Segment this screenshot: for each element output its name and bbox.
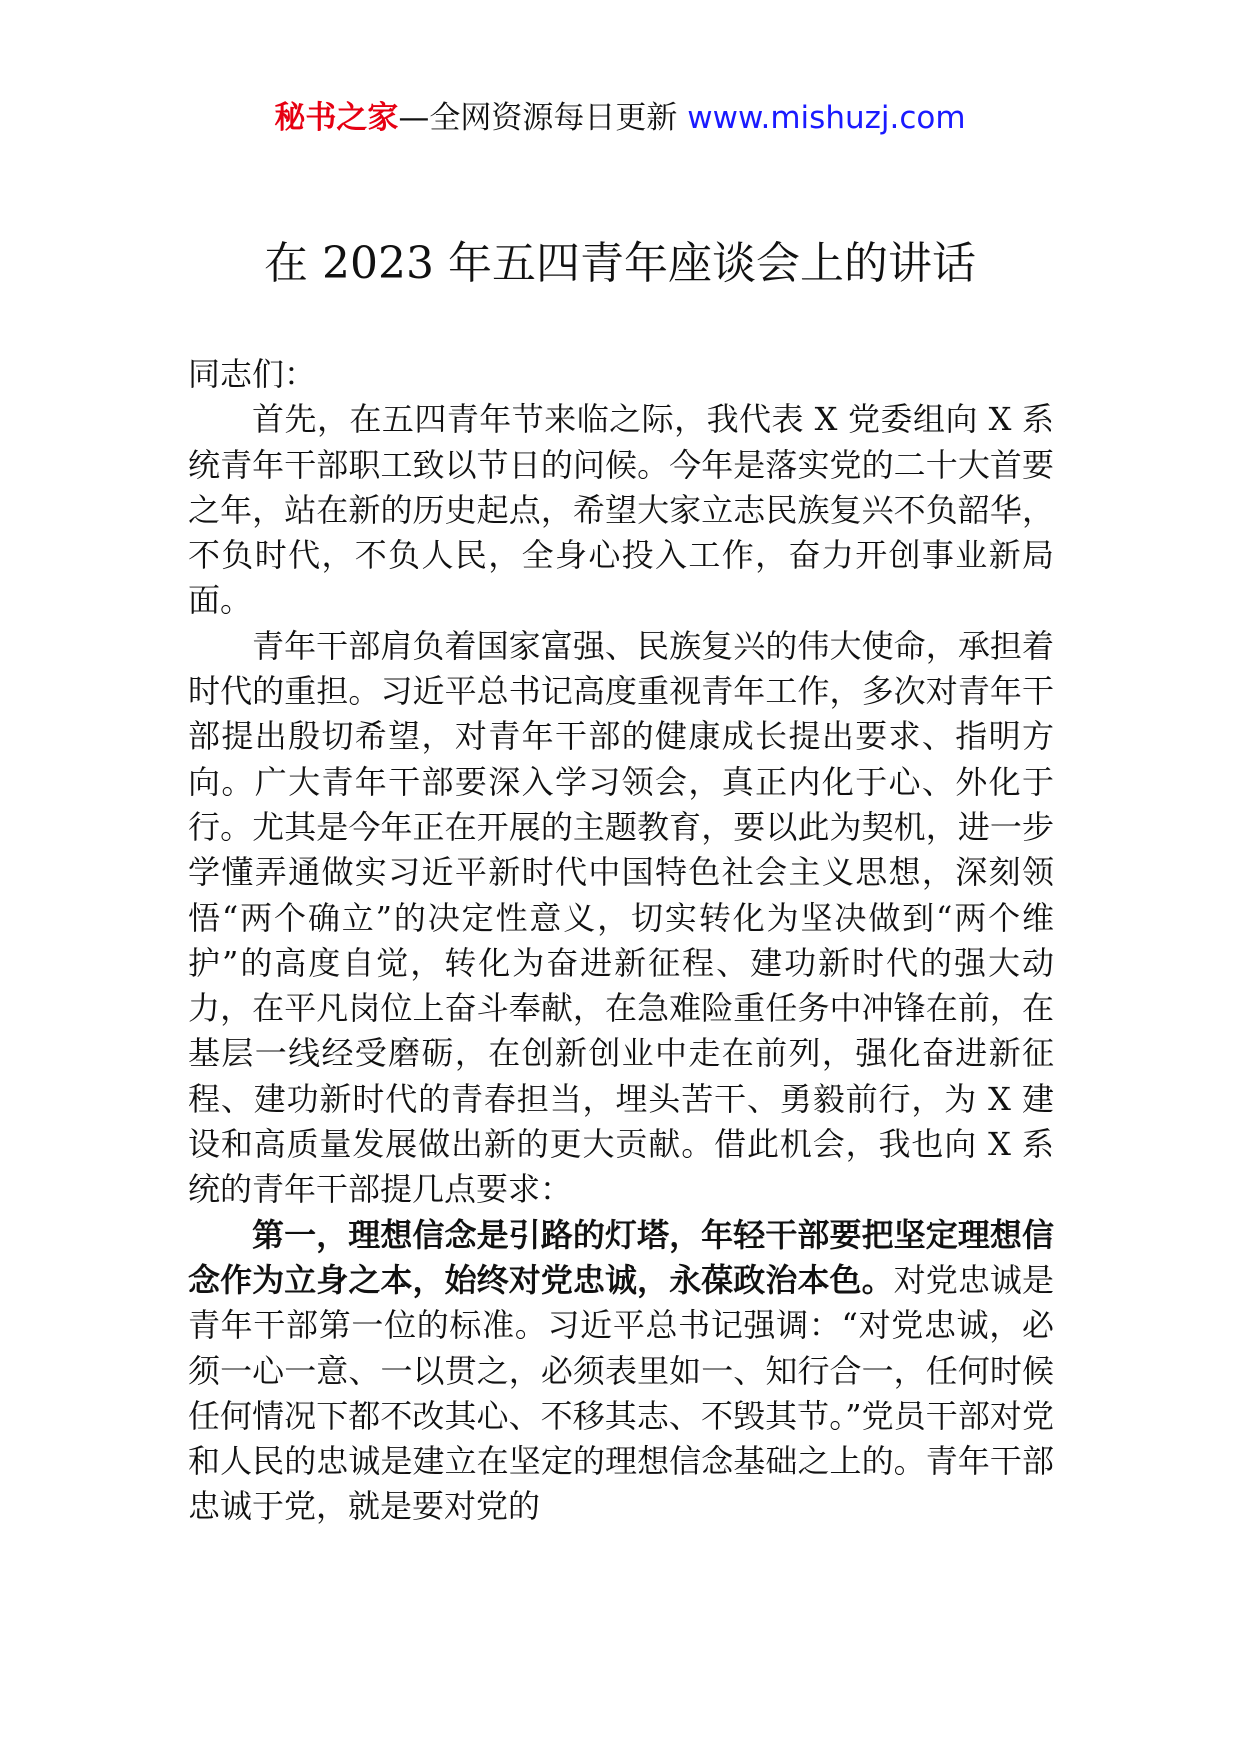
- document-title: 在 2023 年五四青年座谈会上的讲话: [264, 238, 976, 289]
- salutation: 同志们：: [188, 355, 317, 393]
- paragraph-2: [188, 624, 1054, 1213]
- site-header: [0, 98, 1240, 138]
- paragraph-1: [188, 397, 1054, 623]
- site-slogan: —全网资源每日更新: [398, 100, 678, 136]
- site-url-link[interactable]: www.mishuzj.com: [687, 100, 966, 136]
- paragraph-2-text: 青年干部肩负着国家富强、民族复兴的伟大使命，承担着时代的重担。习近平总书记高度重视青年工作，多次对青年干部提出殷切希望，对青年干部的健康成长提出要求、指明方向。广大青年干部要深入学习领会，真正内化于心、外化于行。尤其是今年正在开展的主题教育，要以此为契机，进一步学懂弄通做实习近平新时代中国特色社会主义思想，深刻领悟“两个确立”的决定性意义，切实转化为坚决做到“两个维护”的高度自觉，转化为奋进新征程、建功新时代的强大动力，在平凡岗位上奋斗奉献，在急难险重任务中冲锋在前，在基层一线经受磨砺，在创新创业中走在前列，强化奋进新征程、建功新时代的青春担当，埋头苦干、勇毅前行，为 X 建设和高质量发展做出新的更大贡献。借此机会，我也向 X 系统的青年干部提几点要求：: [188, 626, 1054, 1209]
- site-brand: 秘书之家: [274, 100, 399, 136]
- document-body: [188, 352, 1054, 1530]
- paragraph-3: [188, 1213, 1054, 1530]
- paragraph-3-bold-lead: 第一，理想信念是引路的灯塔，年轻干部要把坚定理想信念作为立身之本，始终对党忠诚，永葆政治本色。: [188, 1215, 1054, 1299]
- paragraph-3-text: 对党忠诚是青年干部第一位的标准。习近平总书记强调：“对党忠诚，必须一心一意、一以贯之，必须表里如一、知行合一，任何时候任何情况下都不改其心、不移其志、不毁其节。”党员干部对党和人民的忠诚是建立在坚定的理想信念基础之上的。青年干部忠诚于党，就是要对党的: [188, 1260, 1054, 1526]
- paragraph-1-text: 首先，在五四青年节来临之际，我代表 X 党委组向 X 系统青年干部职工致以节日的问候。今年是落实党的二十大首要之年，站在新的历史起点，希望大家立志民族复兴不负韶华，不负时代，不负人民，全身心投入工作，奋力开创事业新局面。: [188, 400, 1054, 620]
